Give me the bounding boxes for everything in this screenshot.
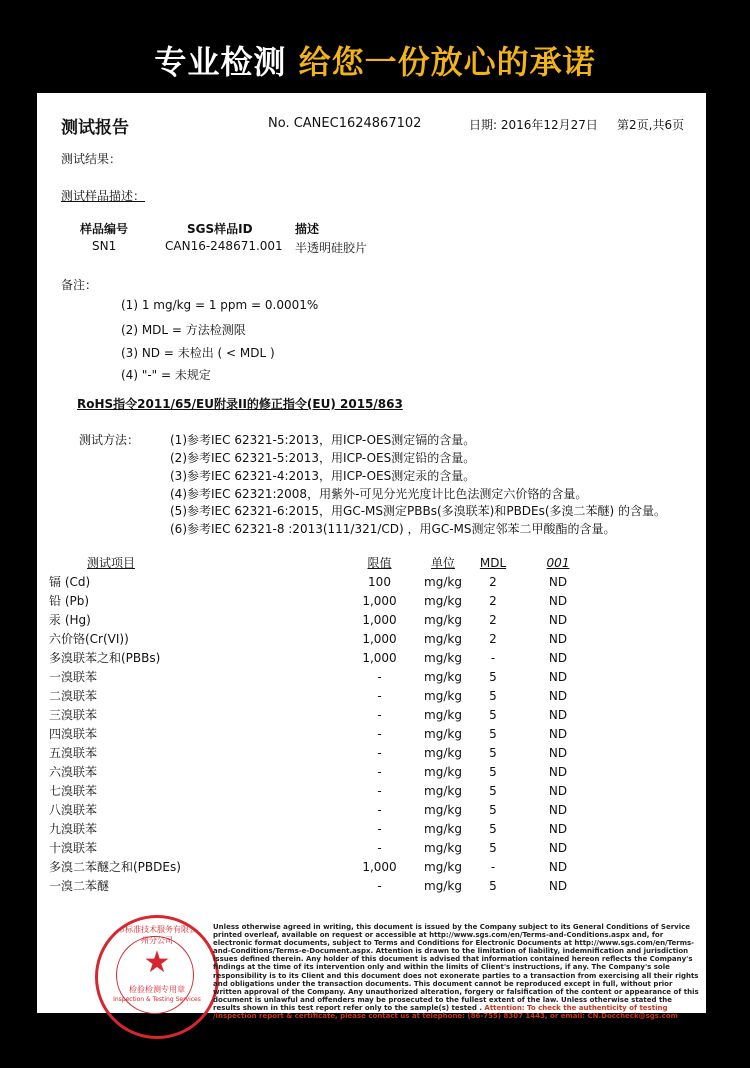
directive-title: RoHS指令2011/65/EU附录II的修正指令(EU) 2015/863 xyxy=(77,397,403,411)
method-1: (1)参考IEC 62321-5:2013，用ICP-OES测定镉的含量。 xyxy=(170,433,476,447)
sample-no: SN1 xyxy=(92,239,117,253)
note-2: (2) MDL = 方法检测限 xyxy=(121,323,246,337)
row-limit: - xyxy=(377,841,382,855)
table-row xyxy=(37,801,706,820)
authenticity-notice: Attention: To check the authenticity of testing /inspection report & certificate, please contact us at telephone: (86-755) 8307 1443, or email: CN.Doccheck@sgs.com xyxy=(213,1003,678,1021)
row-unit: mg/kg xyxy=(424,879,462,893)
methods-label: 测试方法： xyxy=(79,433,140,447)
table-row xyxy=(37,706,706,725)
row-result: ND xyxy=(548,632,568,646)
row-limit: - xyxy=(377,879,382,893)
method-3: (3)参考IEC 62321-4:2013，用ICP-OES测定汞的含量。 xyxy=(170,469,476,483)
row-limit: 1,000 xyxy=(362,613,397,627)
banner-left: 专业检测 xyxy=(154,43,287,81)
row-limit: 100 xyxy=(368,575,391,589)
disclaimer xyxy=(213,923,699,1020)
table-row xyxy=(37,839,706,858)
method-4: (4)参考IEC 62321:2008，用紫外-可见分光光度计比色法测定六价铬的含量。 xyxy=(170,487,588,501)
sample-id: CAN16-248671.001 xyxy=(165,239,283,253)
col-item: 测试项目 xyxy=(87,556,136,570)
table-row xyxy=(37,877,706,896)
row-item: 四溴联苯 xyxy=(49,727,98,741)
row-item: 八溴联苯 xyxy=(49,803,98,817)
row-result: ND xyxy=(548,708,568,722)
row-unit: mg/kg xyxy=(424,632,462,646)
row-limit: - xyxy=(377,765,382,779)
row-result: ND xyxy=(548,841,568,855)
row-mdl: 5 xyxy=(489,746,497,760)
table-row xyxy=(37,573,706,592)
row-mdl: 5 xyxy=(489,689,497,703)
row-unit: mg/kg xyxy=(424,784,462,798)
row-mdl: 5 xyxy=(489,670,497,684)
row-item: 六价铬(Cr(VI)) xyxy=(49,632,129,646)
row-limit: - xyxy=(377,670,382,684)
row-mdl: 2 xyxy=(489,575,497,589)
row-unit: mg/kg xyxy=(424,765,462,779)
row-result: ND xyxy=(548,746,568,760)
row-item: 汞 (Hg) xyxy=(49,613,91,627)
seal-bottom-text: Inspection & Testing Services xyxy=(113,996,201,1003)
row-result: ND xyxy=(548,651,568,665)
row-result: ND xyxy=(548,575,568,589)
sample-header-desc: 描述 xyxy=(295,222,320,236)
note-1: (1) 1 mg/kg = 1 ppm = 0.0001% xyxy=(121,298,319,312)
row-item: 九溴联苯 xyxy=(49,822,98,836)
row-limit: 1,000 xyxy=(362,651,397,665)
row-item: 七溴联苯 xyxy=(49,784,98,798)
row-limit: - xyxy=(377,727,382,741)
row-limit: 1,000 xyxy=(362,632,397,646)
row-mdl: 5 xyxy=(489,822,497,836)
row-mdl: 5 xyxy=(489,765,497,779)
row-mdl: 5 xyxy=(489,841,497,855)
row-mdl: 2 xyxy=(489,594,497,608)
report-number: No. CANEC1624867102 xyxy=(268,116,422,131)
row-mdl: 5 xyxy=(489,727,497,741)
row-limit: - xyxy=(377,689,382,703)
row-result: ND xyxy=(548,860,568,874)
row-item: 六溴联苯 xyxy=(49,765,98,779)
row-item: 一溴二苯醚 xyxy=(49,879,110,893)
row-item: 镉 (Cd) xyxy=(49,575,91,589)
row-limit: - xyxy=(377,746,382,760)
row-result: ND xyxy=(548,784,568,798)
table-row xyxy=(37,744,706,763)
results-label: 测试结果： xyxy=(61,152,122,166)
row-unit: mg/kg xyxy=(424,594,462,608)
table-row xyxy=(37,630,706,649)
notes-label: 备注： xyxy=(61,278,98,292)
report-title: 测试报告 xyxy=(61,118,129,138)
row-mdl: 2 xyxy=(489,613,497,627)
row-unit: mg/kg xyxy=(424,803,462,817)
banner-right: 给您一份放心的承诺 xyxy=(298,43,596,81)
seal-top-text: 深圳市标准技术服务有限公司广州分公司 xyxy=(101,925,213,945)
row-mdl: 5 xyxy=(489,784,497,798)
row-result: ND xyxy=(548,594,568,608)
sample-header-id: SGS样品ID xyxy=(187,222,253,236)
table-row xyxy=(37,611,706,630)
table-row xyxy=(37,858,706,877)
row-item: 多溴联苯之和(PBBs) xyxy=(49,651,161,665)
table-row xyxy=(37,668,706,687)
col-mdl: MDL xyxy=(479,556,507,570)
row-item: 多溴二苯醚之和(PBDEs) xyxy=(49,860,181,874)
row-result: ND xyxy=(548,879,568,893)
row-result: ND xyxy=(548,613,568,627)
row-unit: mg/kg xyxy=(424,746,462,760)
row-unit: mg/kg xyxy=(424,613,462,627)
row-item: 五溴联苯 xyxy=(49,746,98,760)
results-table-header xyxy=(37,554,706,573)
method-6: (6)参考IEC 62321-8 :2013(111/321/CD) ，用GC-MS测定邻苯二甲酸酯的含量。 xyxy=(170,522,616,536)
row-unit: mg/kg xyxy=(424,727,462,741)
table-row xyxy=(37,592,706,611)
inspection-seal xyxy=(95,915,219,1039)
row-item: 铅 (Pb) xyxy=(49,594,90,608)
disclaimer-text: Unless otherwise agreed in writing, this document is issued by the Company subject to its General Conditions of Service printed overleaf, available on request or accessible at http://www.sgs.com/en/Terms-and-Conditions.aspx and, for electronic format documents, subject to Terms and Conditions for Electronic Documents at http://www.sgs.com/en/Terms-and-Conditions/Terms-e-Document.aspx. Attention is drawn to the limitation of liability, indemnification and jurisdiction issues defined therein. Any holder of this document is advised that information contained hereon reflects the Company's findings at the time of its intervention only and within the limits of Client's instructions, if any. The Company's sole responsibility is to its Client and this document does not exonerate parties to a transaction from exercising all their rights and obligations under the transaction documents. This document cannot be reproduced except in full, without prior written approval of the Company. Any unauthorized alteration, forgery or falsification of the content or appearance of this document is unlawful and offenders may be prosecuted to the fullest extent of the law. Unless otherwise stated the results shown in this test report refer only to the sample(s) tested . xyxy=(213,923,699,1012)
row-item: 十溴联苯 xyxy=(49,841,98,855)
row-result: ND xyxy=(548,689,568,703)
row-unit: mg/kg xyxy=(424,841,462,855)
row-result: ND xyxy=(548,803,568,817)
row-item: 一溴联苯 xyxy=(49,670,98,684)
sample-header-no: 样品编号 xyxy=(80,222,129,236)
row-result: ND xyxy=(548,765,568,779)
row-unit: mg/kg xyxy=(424,575,462,589)
row-mdl: - xyxy=(490,860,496,874)
col-limit: 限值 xyxy=(367,556,392,570)
report-date: 日期: 2016年12月27日 xyxy=(469,118,598,132)
row-limit: 1,000 xyxy=(362,860,397,874)
note-3: (3) ND = 未检出 ( < MDL ) xyxy=(121,346,275,360)
row-unit: mg/kg xyxy=(424,670,462,684)
banner-text xyxy=(0,40,750,84)
note-4: (4) "-" = 未规定 xyxy=(121,368,211,382)
row-limit: 1,000 xyxy=(362,594,397,608)
row-mdl: 2 xyxy=(489,632,497,646)
col-result: 001 xyxy=(546,556,570,570)
col-unit: 单位 xyxy=(430,556,455,570)
row-item: 二溴联苯 xyxy=(49,689,98,703)
seal-middle-text: 检验检测专用章 xyxy=(129,985,185,994)
row-limit: - xyxy=(377,803,382,817)
table-row xyxy=(37,725,706,744)
row-limit: - xyxy=(377,784,382,798)
table-row xyxy=(37,687,706,706)
method-5: (5)参考IEC 62321-6:2015，用GC-MS测定PBBs(多溴联苯)和PBDEs(多溴二苯醚) 的含量。 xyxy=(170,504,667,518)
table-row xyxy=(37,820,706,839)
row-unit: mg/kg xyxy=(424,651,462,665)
report-page xyxy=(37,93,706,1021)
row-mdl: 5 xyxy=(489,803,497,817)
row-mdl: 5 xyxy=(489,708,497,722)
row-unit: mg/kg xyxy=(424,689,462,703)
method-2: (2)参考IEC 62321-5:2013，用ICP-OES测定铅的含量。 xyxy=(170,451,476,465)
table-row xyxy=(37,763,706,782)
table-row xyxy=(37,782,706,801)
row-mdl: - xyxy=(490,651,496,665)
row-limit: - xyxy=(377,822,382,836)
row-result: ND xyxy=(548,670,568,684)
star-icon: ★ xyxy=(143,945,171,980)
row-result: ND xyxy=(548,727,568,741)
sample-desc: 半透明硅胶片 xyxy=(295,241,368,255)
row-unit: mg/kg xyxy=(424,822,462,836)
table-row xyxy=(37,649,706,668)
page-indicator: 第2页,共6页 xyxy=(617,118,685,132)
promo-banner xyxy=(0,0,750,92)
row-item: 三溴联苯 xyxy=(49,708,98,722)
row-result: ND xyxy=(548,822,568,836)
row-limit: - xyxy=(377,708,382,722)
sample-description-label: 测试样品描述： xyxy=(61,189,146,203)
row-mdl: 5 xyxy=(489,879,497,893)
row-unit: mg/kg xyxy=(424,860,462,874)
row-unit: mg/kg xyxy=(424,708,462,722)
